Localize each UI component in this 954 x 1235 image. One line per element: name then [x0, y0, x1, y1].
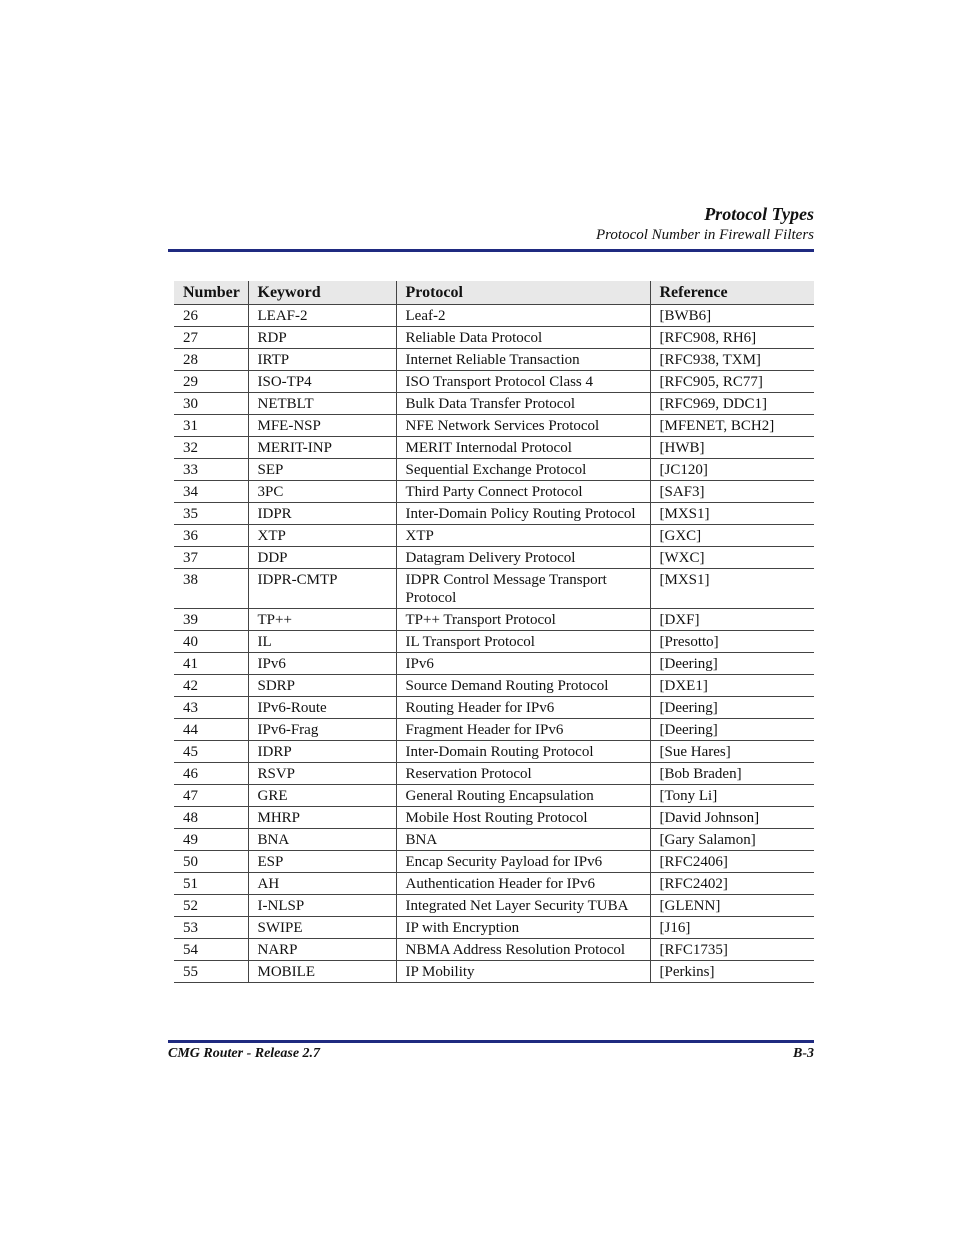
cell-protocol: Inter-Domain Policy Routing Protocol — [396, 503, 650, 525]
cell-protocol: TP++ Transport Protocol — [396, 609, 650, 631]
cell-number: 38 — [174, 569, 248, 609]
cell-keyword: ESP — [248, 851, 396, 873]
cell-reference: [MFENET, BCH2] — [650, 415, 814, 437]
table-row — [174, 393, 814, 415]
cell-protocol: Authentication Header for IPv6 — [396, 873, 650, 895]
table-row — [174, 305, 814, 327]
cell-keyword: IPv6-Frag — [248, 719, 396, 741]
cell-keyword: GRE — [248, 785, 396, 807]
header-divider — [168, 249, 814, 252]
cell-protocol: Encap Security Payload for IPv6 — [396, 851, 650, 873]
table-row — [174, 653, 814, 675]
cell-keyword: IPv6 — [248, 653, 396, 675]
table-row — [174, 569, 814, 609]
cell-protocol: IDPR Control Message Transport Protocol — [396, 569, 650, 609]
cell-protocol: IP with Encryption — [396, 917, 650, 939]
cell-keyword: SDRP — [248, 675, 396, 697]
cell-keyword: MFE-NSP — [248, 415, 396, 437]
cell-protocol: IPv6 — [396, 653, 650, 675]
column-header-number: Number — [174, 281, 248, 305]
cell-protocol: Routing Header for IPv6 — [396, 697, 650, 719]
table-header-row — [174, 281, 814, 305]
cell-reference: [WXC] — [650, 547, 814, 569]
cell-keyword: MERIT-INP — [248, 437, 396, 459]
table-row — [174, 327, 814, 349]
cell-keyword: IPv6-Route — [248, 697, 396, 719]
table-row — [174, 851, 814, 873]
cell-protocol: NFE Network Services Protocol — [396, 415, 650, 437]
cell-protocol: General Routing Encapsulation — [396, 785, 650, 807]
cell-keyword: MOBILE — [248, 961, 396, 983]
cell-reference: [SAF3] — [650, 481, 814, 503]
cell-keyword: RSVP — [248, 763, 396, 785]
cell-protocol: Source Demand Routing Protocol — [396, 675, 650, 697]
cell-protocol: IP Mobility — [396, 961, 650, 983]
cell-protocol: Mobile Host Routing Protocol — [396, 807, 650, 829]
cell-number: 46 — [174, 763, 248, 785]
cell-keyword: AH — [248, 873, 396, 895]
table-row — [174, 895, 814, 917]
cell-protocol: Third Party Connect Protocol — [396, 481, 650, 503]
column-header-keyword: Keyword — [248, 281, 396, 305]
table-row — [174, 785, 814, 807]
cell-reference: [Tony Li] — [650, 785, 814, 807]
cell-reference: [Perkins] — [650, 961, 814, 983]
table-row — [174, 631, 814, 653]
footer-page-number: B-3 — [793, 1046, 814, 1061]
cell-reference: [RFC908, RH6] — [650, 327, 814, 349]
cell-keyword: IDRP — [248, 741, 396, 763]
cell-keyword: NARP — [248, 939, 396, 961]
table-row — [174, 371, 814, 393]
cell-reference: [HWB] — [650, 437, 814, 459]
cell-reference: [David Johnson] — [650, 807, 814, 829]
page-title: Protocol Types — [704, 204, 814, 224]
table-row — [174, 697, 814, 719]
cell-keyword: IDPR — [248, 503, 396, 525]
table-row — [174, 829, 814, 851]
cell-keyword: IRTP — [248, 349, 396, 371]
cell-number: 34 — [174, 481, 248, 503]
cell-reference: [JC120] — [650, 459, 814, 481]
cell-number: 50 — [174, 851, 248, 873]
cell-keyword: MHRP — [248, 807, 396, 829]
table-row — [174, 481, 814, 503]
cell-keyword: IL — [248, 631, 396, 653]
table-row — [174, 609, 814, 631]
cell-reference: [RFC2406] — [650, 851, 814, 873]
cell-protocol: BNA — [396, 829, 650, 851]
cell-number: 44 — [174, 719, 248, 741]
cell-keyword: SEP — [248, 459, 396, 481]
cell-protocol: Reliable Data Protocol — [396, 327, 650, 349]
table-row — [174, 675, 814, 697]
cell-reference: [GXC] — [650, 525, 814, 547]
cell-reference: [Deering] — [650, 653, 814, 675]
cell-protocol: IL Transport Protocol — [396, 631, 650, 653]
cell-number: 26 — [174, 305, 248, 327]
cell-protocol: Datagram Delivery Protocol — [396, 547, 650, 569]
cell-protocol: XTP — [396, 525, 650, 547]
cell-number: 51 — [174, 873, 248, 895]
cell-reference: [RFC1735] — [650, 939, 814, 961]
cell-reference: [RFC969, DDC1] — [650, 393, 814, 415]
cell-keyword: NETBLT — [248, 393, 396, 415]
cell-reference: [RFC2402] — [650, 873, 814, 895]
cell-reference: [BWB6] — [650, 305, 814, 327]
cell-number: 31 — [174, 415, 248, 437]
cell-number: 42 — [174, 675, 248, 697]
cell-number: 37 — [174, 547, 248, 569]
cell-number: 27 — [174, 327, 248, 349]
cell-protocol: Bulk Data Transfer Protocol — [396, 393, 650, 415]
table-row — [174, 763, 814, 785]
cell-protocol: ISO Transport Protocol Class 4 — [396, 371, 650, 393]
cell-reference: [RFC938, TXM] — [650, 349, 814, 371]
cell-number: 40 — [174, 631, 248, 653]
cell-keyword: SWIPE — [248, 917, 396, 939]
cell-keyword: RDP — [248, 327, 396, 349]
cell-keyword: IDPR-CMTP — [248, 569, 396, 609]
cell-number: 41 — [174, 653, 248, 675]
cell-protocol: Leaf-2 — [396, 305, 650, 327]
footer-doc-title: CMG Router - Release 2.7 — [168, 1046, 321, 1061]
cell-keyword: BNA — [248, 829, 396, 851]
table-row — [174, 547, 814, 569]
cell-number: 28 — [174, 349, 248, 371]
cell-reference: [MXS1] — [650, 503, 814, 525]
cell-keyword: 3PC — [248, 481, 396, 503]
cell-number: 32 — [174, 437, 248, 459]
column-header-reference: Reference — [650, 281, 814, 305]
table-body — [174, 305, 814, 983]
cell-number: 49 — [174, 829, 248, 851]
cell-number: 48 — [174, 807, 248, 829]
cell-keyword: I-NLSP — [248, 895, 396, 917]
cell-number: 52 — [174, 895, 248, 917]
cell-protocol: Integrated Net Layer Security TUBA — [396, 895, 650, 917]
cell-number: 43 — [174, 697, 248, 719]
cell-keyword: LEAF-2 — [248, 305, 396, 327]
cell-protocol: NBMA Address Resolution Protocol — [396, 939, 650, 961]
footer-divider — [168, 1040, 814, 1043]
cell-number: 55 — [174, 961, 248, 983]
cell-protocol: Fragment Header for IPv6 — [396, 719, 650, 741]
table-row — [174, 719, 814, 741]
cell-number: 39 — [174, 609, 248, 631]
cell-protocol: MERIT Internodal Protocol — [396, 437, 650, 459]
table-row — [174, 741, 814, 763]
protocol-table — [174, 281, 814, 983]
cell-protocol: Inter-Domain Routing Protocol — [396, 741, 650, 763]
column-header-protocol: Protocol — [396, 281, 650, 305]
cell-reference: [RFC905, RC77] — [650, 371, 814, 393]
cell-reference: [DXE1] — [650, 675, 814, 697]
cell-number: 36 — [174, 525, 248, 547]
cell-number: 35 — [174, 503, 248, 525]
table-row — [174, 917, 814, 939]
page-subtitle: Protocol Number in Firewall Filters — [595, 227, 814, 243]
cell-keyword: ISO-TP4 — [248, 371, 396, 393]
table-row — [174, 939, 814, 961]
cell-number: 45 — [174, 741, 248, 763]
cell-reference: [DXF] — [650, 609, 814, 631]
table-row — [174, 459, 814, 481]
table-row — [174, 961, 814, 983]
cell-reference: [Deering] — [650, 697, 814, 719]
table-row — [174, 437, 814, 459]
table-row — [174, 525, 814, 547]
cell-number: 29 — [174, 371, 248, 393]
cell-reference: [Deering] — [650, 719, 814, 741]
cell-number: 33 — [174, 459, 248, 481]
cell-keyword: DDP — [248, 547, 396, 569]
table-row — [174, 415, 814, 437]
cell-reference: [Bob Braden] — [650, 763, 814, 785]
cell-reference: [GLENN] — [650, 895, 814, 917]
table-row — [174, 873, 814, 895]
cell-reference: [MXS1] — [650, 569, 814, 609]
cell-number: 54 — [174, 939, 248, 961]
table-row — [174, 349, 814, 371]
cell-number: 30 — [174, 393, 248, 415]
cell-reference: [Presotto] — [650, 631, 814, 653]
cell-protocol: Reservation Protocol — [396, 763, 650, 785]
cell-keyword: XTP — [248, 525, 396, 547]
cell-number: 47 — [174, 785, 248, 807]
cell-number: 53 — [174, 917, 248, 939]
table-row — [174, 807, 814, 829]
cell-protocol: Internet Reliable Transaction — [396, 349, 650, 371]
cell-reference: [Gary Salamon] — [650, 829, 814, 851]
cell-keyword: TP++ — [248, 609, 396, 631]
cell-reference: [J16] — [650, 917, 814, 939]
cell-reference: [Sue Hares] — [650, 741, 814, 763]
table-row — [174, 503, 814, 525]
cell-protocol: Sequential Exchange Protocol — [396, 459, 650, 481]
